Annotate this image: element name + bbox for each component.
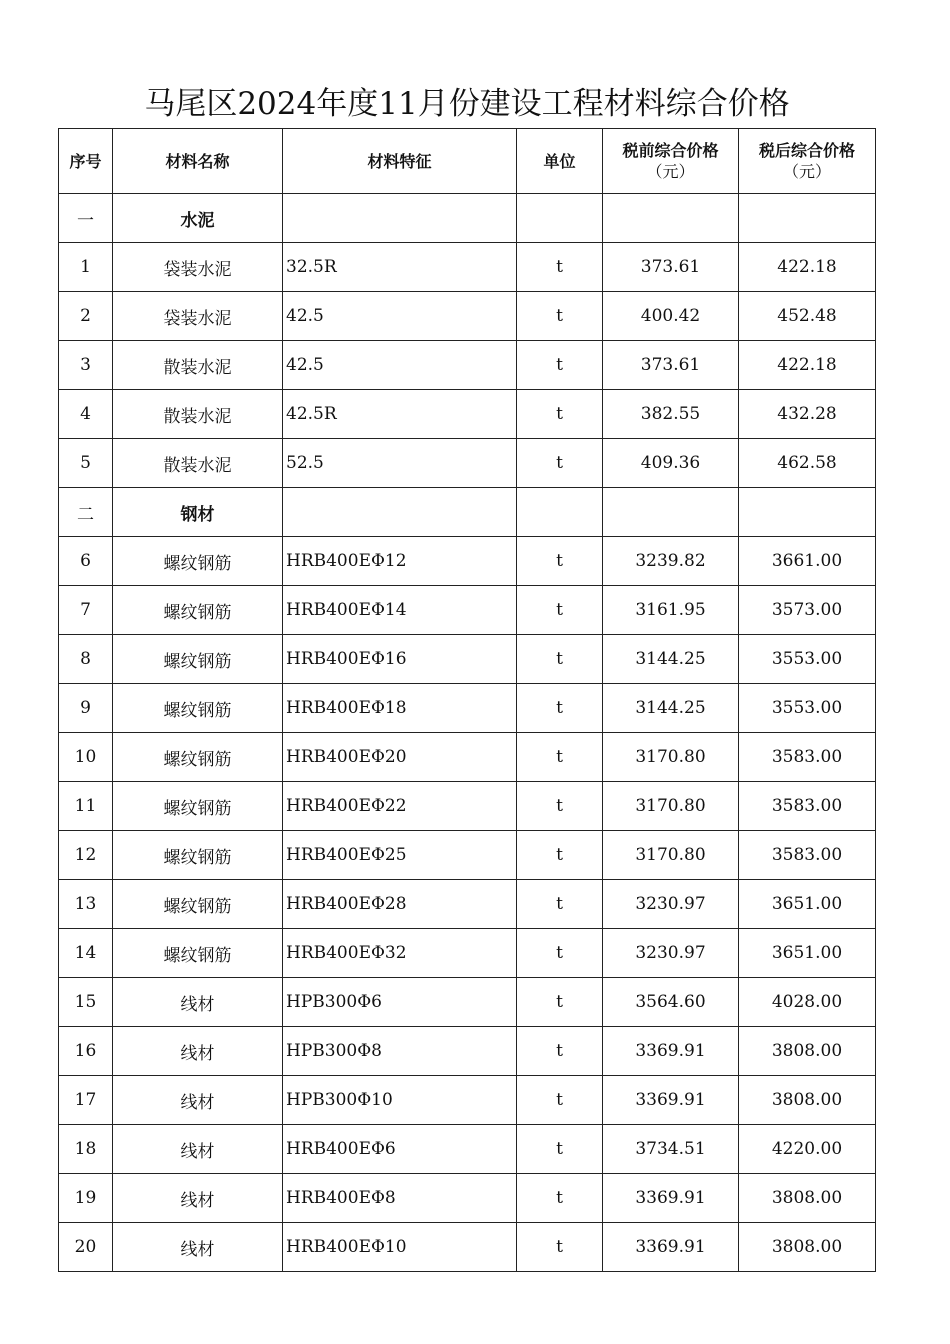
page-title: 马尾区2024年度11月份建设工程材料综合价格 [144,86,790,122]
cell-post-tax: 3583.00 [739,782,876,831]
cell-unit: t [517,1174,603,1223]
cell-seq: 10 [59,733,113,782]
cell-pre-tax: 3369.91 [603,1027,739,1076]
cell-seq: 13 [59,880,113,929]
cell-pre-tax: 3161.95 [603,586,739,635]
table-row [59,978,876,1027]
cell-unit [517,488,603,537]
cell-post-tax: 432.28 [739,390,876,439]
cell-post-tax: 3808.00 [739,1174,876,1223]
cell-unit: t [517,537,603,586]
table-row [59,635,876,684]
table-row [59,782,876,831]
header-post-tax-line2: （元） [782,162,831,181]
table-row [59,1076,876,1125]
cell-unit: t [517,390,603,439]
header-pre-tax-line2: （元） [646,162,695,181]
cell-spec: 42.5R [283,390,517,439]
cell-name: 散装水泥 [113,341,283,390]
cell-seq: 12 [59,831,113,880]
cell-post-tax: 3651.00 [739,929,876,978]
cell-seq: 19 [59,1174,113,1223]
cell-post-tax: 422.18 [739,341,876,390]
cell-post-tax: 422.18 [739,243,876,292]
cell-name: 线材 [113,1223,283,1272]
header-post-tax [739,129,876,194]
table-row [59,1174,876,1223]
cell-spec: HRB400EΦ22 [283,782,517,831]
table-header-row [59,129,876,194]
cell-post-tax: 3661.00 [739,537,876,586]
cell-spec: HRB400EΦ20 [283,733,517,782]
header-post-tax-line1: 税后综合价格 [758,141,855,160]
cell-unit: t [517,586,603,635]
cell-spec: 52.5 [283,439,517,488]
cell-post-tax: 4028.00 [739,978,876,1027]
cell-unit: t [517,782,603,831]
cell-pre-tax: 3369.91 [603,1223,739,1272]
cell-pre-tax: 400.42 [603,292,739,341]
cell-seq: 3 [59,341,113,390]
table-row [59,1027,876,1076]
cell-name: 螺纹钢筋 [113,929,283,978]
cell-seq: 20 [59,1223,113,1272]
table-row [59,537,876,586]
cell-seq: 2 [59,292,113,341]
cell-name: 线材 [113,978,283,1027]
cell-pre-tax: 3170.80 [603,831,739,880]
cell-seq: 7 [59,586,113,635]
cell-unit: t [517,1027,603,1076]
table-row [59,929,876,978]
cell-pre-tax: 3734.51 [603,1125,739,1174]
table-row [59,341,876,390]
category-row [59,488,876,537]
cell-spec: HRB400EΦ10 [283,1223,517,1272]
cell-unit: t [517,292,603,341]
cell-spec: HPB300Φ10 [283,1076,517,1125]
header-seq: 序号 [59,129,113,194]
cell-pre-tax [603,488,739,537]
cell-name: 螺纹钢筋 [113,733,283,782]
table-row [59,1125,876,1174]
cell-seq: 18 [59,1125,113,1174]
cell-name: 螺纹钢筋 [113,782,283,831]
table-row [59,1223,876,1272]
cell-spec: HRB400EΦ6 [283,1125,517,1174]
cell-spec [283,194,517,243]
cell-spec: HRB400EΦ16 [283,635,517,684]
cell-pre-tax: 3170.80 [603,733,739,782]
table-body [59,194,876,1272]
cell-pre-tax: 3144.25 [603,684,739,733]
cell-spec: 32.5R [283,243,517,292]
cell-name: 散装水泥 [113,390,283,439]
cell-name: 螺纹钢筋 [113,880,283,929]
cell-post-tax: 3651.00 [739,880,876,929]
cell-name: 螺纹钢筋 [113,684,283,733]
cell-unit: t [517,733,603,782]
cell-post-tax: 3583.00 [739,831,876,880]
cell-name: 线材 [113,1027,283,1076]
cell-spec: HRB400EΦ8 [283,1174,517,1223]
cell-seq: 9 [59,684,113,733]
cell-spec: HPB300Φ6 [283,978,517,1027]
cell-unit: t [517,880,603,929]
category-row [59,194,876,243]
cell-unit: t [517,684,603,733]
cell-pre-tax [603,194,739,243]
table-row [59,390,876,439]
cell-name: 线材 [113,1076,283,1125]
header-spec: 材料特征 [283,129,517,194]
cell-spec [283,488,517,537]
cell-spec: HPB300Φ8 [283,1027,517,1076]
cell-spec: 42.5 [283,341,517,390]
cell-pre-tax: 3144.25 [603,635,739,684]
cell-pre-tax: 3230.97 [603,880,739,929]
cell-pre-tax: 3230.97 [603,929,739,978]
table-row [59,880,876,929]
cell-post-tax [739,488,876,537]
table-row [59,586,876,635]
cell-name: 螺纹钢筋 [113,635,283,684]
cell-unit: t [517,1076,603,1125]
cell-name: 螺纹钢筋 [113,586,283,635]
cell-seq: 5 [59,439,113,488]
cell-name: 线材 [113,1174,283,1223]
cell-spec: 42.5 [283,292,517,341]
cell-seq: 1 [59,243,113,292]
cell-spec: HRB400EΦ28 [283,880,517,929]
cell-unit: t [517,439,603,488]
cell-post-tax: 452.48 [739,292,876,341]
cell-spec: HRB400EΦ14 [283,586,517,635]
cell-seq: 16 [59,1027,113,1076]
cell-seq: 二 [59,488,113,537]
cell-pre-tax: 3564.60 [603,978,739,1027]
cell-pre-tax: 3369.91 [603,1174,739,1223]
cell-name: 线材 [113,1125,283,1174]
cell-spec: HRB400EΦ18 [283,684,517,733]
table-row [59,684,876,733]
cell-unit: t [517,243,603,292]
cell-seq: 11 [59,782,113,831]
cell-pre-tax: 3239.82 [603,537,739,586]
cell-unit: t [517,831,603,880]
cell-name: 水泥 [113,194,283,243]
cell-name: 袋装水泥 [113,292,283,341]
cell-post-tax: 3553.00 [739,684,876,733]
price-table [58,128,876,1272]
cell-seq: 一 [59,194,113,243]
table-row [59,439,876,488]
cell-pre-tax: 3170.80 [603,782,739,831]
cell-name: 散装水泥 [113,439,283,488]
table-row [59,733,876,782]
cell-pre-tax: 373.61 [603,341,739,390]
cell-unit: t [517,1125,603,1174]
header-unit: 单位 [517,129,603,194]
cell-seq: 15 [59,978,113,1027]
cell-seq: 14 [59,929,113,978]
cell-name: 螺纹钢筋 [113,537,283,586]
cell-spec: HRB400EΦ12 [283,537,517,586]
cell-unit: t [517,929,603,978]
cell-post-tax: 462.58 [739,439,876,488]
cell-post-tax: 3808.00 [739,1223,876,1272]
cell-seq: 6 [59,537,113,586]
cell-pre-tax: 382.55 [603,390,739,439]
cell-unit: t [517,1223,603,1272]
cell-post-tax: 3583.00 [739,733,876,782]
cell-unit: t [517,341,603,390]
cell-post-tax: 3553.00 [739,635,876,684]
cell-pre-tax: 373.61 [603,243,739,292]
header-pre-tax-line1: 税前综合价格 [622,141,719,160]
table-row [59,831,876,880]
cell-seq: 4 [59,390,113,439]
cell-name: 螺纹钢筋 [113,831,283,880]
cell-post-tax [739,194,876,243]
cell-post-tax: 4220.00 [739,1125,876,1174]
cell-pre-tax: 409.36 [603,439,739,488]
cell-post-tax: 3808.00 [739,1076,876,1125]
cell-seq: 8 [59,635,113,684]
table-row [59,243,876,292]
cell-unit: t [517,635,603,684]
cell-spec: HRB400EΦ32 [283,929,517,978]
cell-post-tax: 3808.00 [739,1027,876,1076]
cell-unit: t [517,978,603,1027]
cell-seq: 17 [59,1076,113,1125]
header-pre-tax [603,129,739,194]
cell-name: 袋装水泥 [113,243,283,292]
cell-post-tax: 3573.00 [739,586,876,635]
cell-spec: HRB400EΦ25 [283,831,517,880]
cell-unit [517,194,603,243]
cell-pre-tax: 3369.91 [603,1076,739,1125]
header-name: 材料名称 [113,129,283,194]
table-row [59,292,876,341]
cell-name: 钢材 [113,488,283,537]
